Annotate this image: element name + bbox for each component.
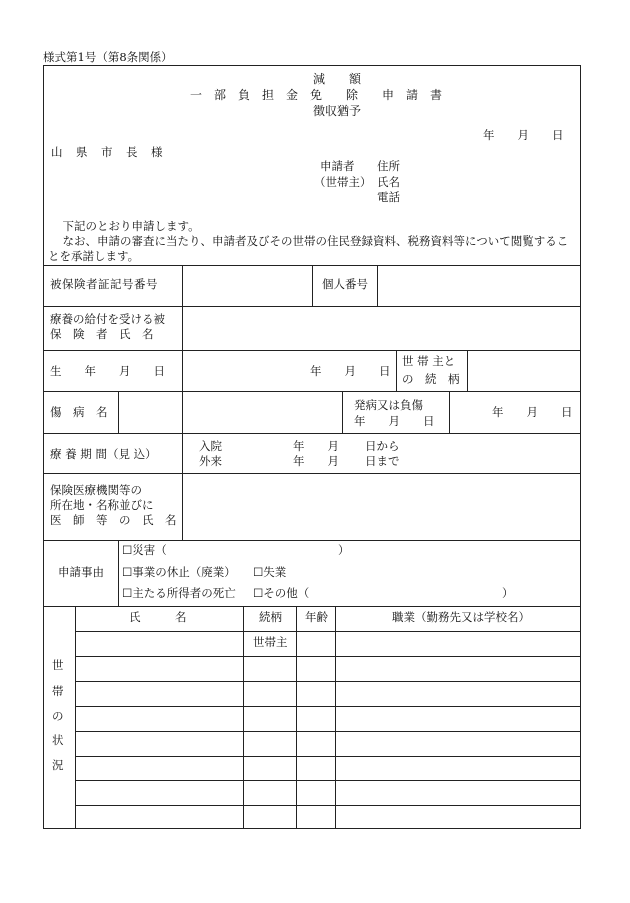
relation-label-1: 世 帯 主と (402, 354, 456, 368)
household-side-label-2: 帯 (52, 684, 64, 698)
householder-label: （世帯主） (314, 175, 372, 189)
patient-name-label-1: 療養の給付を受ける被 (50, 312, 165, 326)
intro-line-3: とを承諾します。 (48, 249, 140, 263)
inpatient-from: 日から (365, 439, 400, 453)
personal-number-label: 個人番号 (322, 277, 368, 291)
onset-label-2: 年 月 日 (354, 414, 435, 428)
addressee: 山 県 市 長 様 (51, 145, 164, 159)
reason-business-checkbox[interactable]: ☐事業の休止（廃業） (122, 565, 236, 579)
household-header-relation: 続柄 (259, 610, 282, 624)
form-title: 一 部 負 担 金 免 除 申 請 書 (190, 88, 443, 102)
reason-label: 申請事由 (58, 565, 104, 579)
outpatient-label: 外来 (199, 454, 222, 468)
disease-label: 傷 病 名 (50, 405, 108, 419)
hospital-label-1: 保険医療機関等の (50, 483, 142, 497)
household-side-label-5: 況 (52, 758, 64, 772)
household-header-job: 職業（勤務先又は学校名） (392, 610, 530, 624)
outpatient-until: 日まで (365, 454, 400, 468)
reason-disaster-checkbox[interactable]: ☐災害（ (122, 543, 167, 557)
hospital-label-3: 医 師 等 の 氏 名 (50, 513, 177, 527)
applicant-name-label: 氏名 (377, 175, 400, 189)
birth-date-ymd: 年 月 日 (310, 364, 391, 378)
reason-death-checkbox[interactable]: ☐主たる所得者の死亡 (122, 586, 236, 600)
inpatient-label: 入院 (199, 439, 222, 453)
hospital-label-2: 所在地・名称並びに (50, 498, 154, 512)
patient-name-label-2: 保 険 者 氏 名 (50, 327, 154, 341)
household-first-relation: 世帯主 (253, 635, 288, 649)
household-side-label-4: 状 (52, 733, 64, 747)
relation-label-2: の 続 柄 (402, 372, 460, 386)
onset-label-1: 発病又は負傷 (354, 398, 423, 412)
applicant-address-label: 住所 (377, 159, 400, 173)
form-number: 様式第1号（第8条関係） (43, 50, 173, 64)
application-date: 年 月 日 (483, 128, 564, 142)
applicant-label: 申請者 (320, 159, 355, 173)
reason-other-checkbox[interactable]: ☐その他（ (253, 586, 310, 600)
treatment-period-label: 療 養 期 間（見 込） (50, 447, 157, 461)
title-option-deferral: 徴収猶予 (313, 104, 362, 118)
household-header-name: 氏 名 (129, 610, 187, 624)
intro-line-2: なお、申請の審査に当たり、申請者及びその世帯の住民登録資料、税務資料等について閲覧するこ (51, 234, 569, 248)
birth-date-label: 生 年 月 日 (50, 364, 165, 378)
household-side-label-3: の (52, 709, 64, 723)
reason-unemployed-checkbox[interactable]: ☐失業 (253, 565, 287, 579)
onset-ymd: 年 月 日 (492, 405, 573, 419)
reason-other-close: ） (502, 586, 514, 600)
reason-disaster-close: ） (338, 543, 350, 557)
insured-card-number-label: 被保険者証記号番号 (50, 277, 158, 291)
household-side-label-1: 世 (52, 658, 64, 672)
outpatient-ym: 年 月 (293, 454, 339, 468)
inpatient-ym: 年 月 (293, 439, 339, 453)
intro-line-1: 下記のとおり申請します。 (51, 219, 200, 233)
applicant-phone-label: 電話 (377, 190, 400, 204)
title-option-reduction: 減 額 (313, 72, 362, 86)
household-header-age: 年齢 (305, 610, 328, 624)
